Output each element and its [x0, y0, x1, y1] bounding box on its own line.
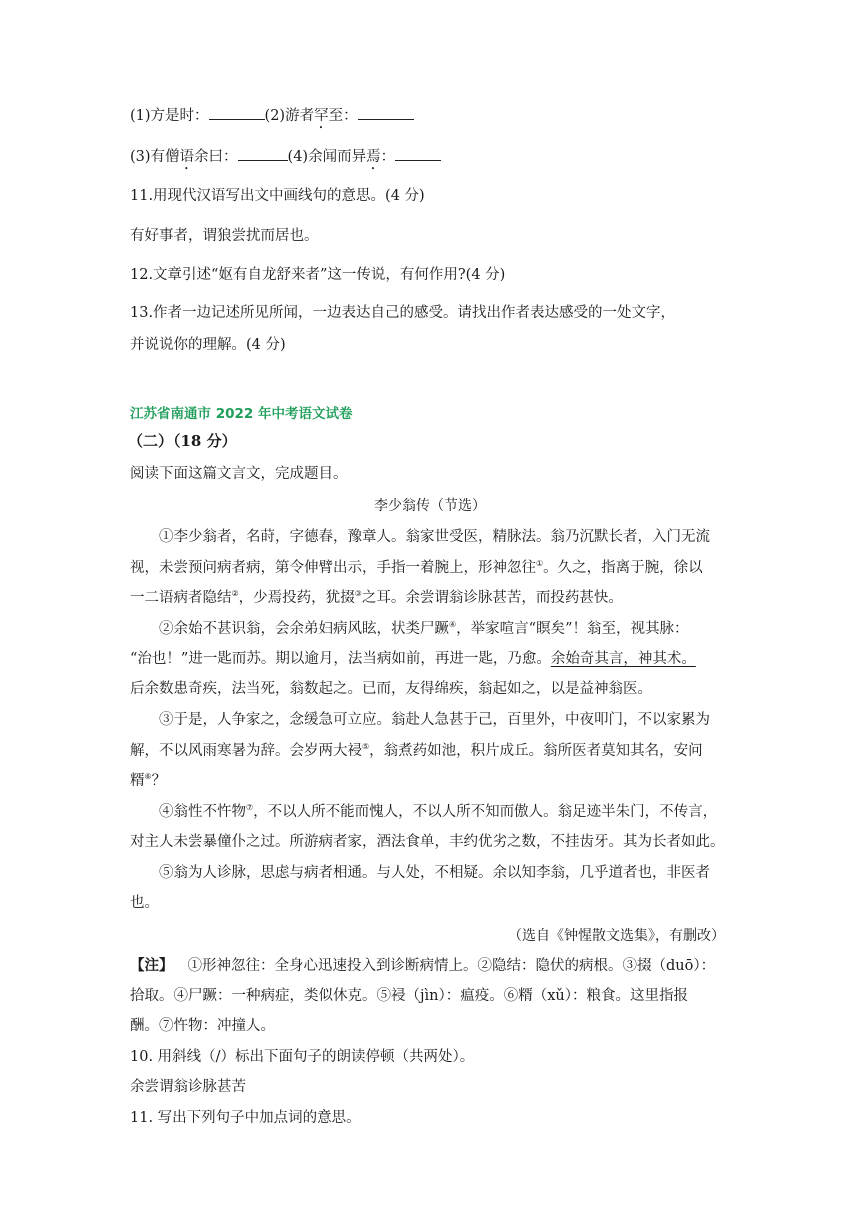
- p4-line-2: 对主人未尝暴僮仆之过。所游病者家，酒法食单，丰约优劣之数，不挂齿牙。其为长者如此。: [130, 834, 725, 850]
- p2-text: “治也！”进一匙而苏。期以逾月，法当病如前，再进一匙，乃愈。: [130, 651, 551, 667]
- p3-text: ？: [151, 773, 167, 789]
- footnote-mark: ⑦: [246, 803, 254, 812]
- p4-text: ④翁性不忤物: [159, 804, 246, 820]
- p5-line-1: ⑤翁为人诊脉，思虑与病者相通。与人处，不相疑。余以知李翁，几乎道者也，非医者: [159, 865, 710, 881]
- item-4-label: (4)余闻而异: [287, 149, 367, 165]
- question-13-line-2: 并说说你的理解。(4 分): [130, 337, 286, 353]
- dotted-word: 焉: [366, 149, 381, 165]
- item-4-end: ：: [380, 149, 396, 165]
- footnote-mark: ④: [449, 620, 457, 629]
- p1-text: 。久之，指离于腕，徐以: [543, 560, 703, 576]
- item-3-label: (3)有僧: [130, 149, 180, 165]
- p1-line-3: [130, 588, 623, 608]
- p2-text: ②余始不甚识翁，会余弟妇病风眩，状类尸蹶: [159, 621, 449, 637]
- p3-line-2: [130, 741, 703, 761]
- question-11-sentence: 有好事者，谓狼尝扰而居也。: [130, 228, 319, 244]
- p4-text: ，不以人所不能而愧人，不以人所不知而傲人。翁足迹半朱门，不传言，: [253, 804, 718, 820]
- p1-text: ，少焉投药，犹掇: [238, 590, 355, 606]
- question-13-line-1: 13.作者一边记述所见所闻，一边表达自己的感受。请找出作者表达感受的一处文字，: [130, 305, 676, 321]
- notes-line-3: 酬。⑦忤物：冲撞人。: [130, 1018, 275, 1034]
- item-1-label: (1)方是时：: [130, 108, 209, 124]
- p2-line-2: [130, 649, 696, 669]
- question-11: 11.用现代汉语写出文中画线句的意思。(4 分): [130, 188, 425, 204]
- instruction: 阅读下面这篇文言文，完成题目。: [130, 466, 348, 482]
- footnote-mark: ②: [231, 589, 239, 598]
- p1-text: 之耳。余尝谓翁诊脉甚苦，而投药甚快。: [361, 590, 623, 606]
- item-2-label: (2)游者: [264, 108, 315, 124]
- p1-text: 视，未尝预问病者病，第令伸臂出示，手指一着腕上，形神忽往: [130, 560, 536, 576]
- p4-line-1: [159, 802, 717, 822]
- notes-line-1: [130, 956, 715, 976]
- question-10-sentence: 余尝谓翁诊脉甚苦: [130, 1079, 246, 1095]
- p1-line-2: [130, 558, 703, 578]
- answer-blank-3[interactable]: [238, 146, 288, 161]
- p1-line-1: ①李少翁者，名莳，字德春，豫章人。翁家世受医，精脉法。翁乃沉默长者，入门无流: [159, 529, 710, 545]
- answer-blank-1[interactable]: [209, 105, 265, 120]
- p3-text: ，翁煮药如池，积片成丘。翁所医者莫知其名，安问: [369, 743, 703, 759]
- p2-text: ，举家喧言“瞑矣”！翁至，视其脉：: [456, 621, 689, 637]
- notes-line-2: 拾取。④尸蹶：一种病症，类似休克。⑤祲（jìn）：瘟疫。⑥糈（xǔ）：粮食。这里指报: [130, 988, 688, 1004]
- footnote-mark: ⑤: [362, 742, 370, 751]
- p2-line-1: [159, 619, 689, 639]
- p1-text: 一二语病者隐结: [130, 590, 232, 606]
- p3-line-3: [130, 771, 166, 791]
- answer-blank-2[interactable]: [358, 105, 414, 120]
- passage-title: 李少翁传（节选）: [374, 498, 486, 514]
- p3-text: 解，不以风雨寒暑为辞。会岁两大祲: [130, 743, 362, 759]
- notes-label: 【注】: [130, 957, 174, 974]
- footnote-mark: ③: [354, 589, 362, 598]
- section-title: （二）（18 分）: [128, 432, 237, 450]
- footnote-mark: ⑥: [144, 772, 152, 781]
- question-10: 10. 用斜线（/）标出下面句子的朗读停顿（共两处）。: [130, 1049, 475, 1065]
- q-items-row-1: [130, 105, 414, 132]
- question-12: 12.文章引述“妪有自龙舒来者”这一传说，有何作用?(4 分): [130, 267, 506, 283]
- question-11-part2: 11. 写出下列句子中加点词的意思。: [130, 1110, 361, 1126]
- dotted-word: 语: [179, 149, 195, 165]
- item-2-end: 至：: [328, 108, 358, 124]
- answer-blank-4[interactable]: [395, 146, 441, 161]
- p3-text: 糈: [130, 773, 145, 789]
- underlined-sentence: 余始奇其言，神其术。: [550, 651, 696, 667]
- p3-line-1: ③于是，人争家之，念缓急可立应。翁赴人急甚于己，百里外，中夜叩门，不以家累为: [159, 712, 710, 728]
- source-citation: （选自《钟惺散文选集》，有删改）: [508, 928, 725, 944]
- p5-line-2: 也。: [130, 895, 159, 911]
- dotted-word: 罕: [314, 108, 329, 124]
- item-3-end: 余曰：: [194, 149, 238, 165]
- notes-text: ①形神忽往：全身心迅速投入到诊断病情上。②隐结：隐伏的病根。③掇（duō）：: [187, 958, 716, 974]
- source-heading: 江苏省南通市 2022 年中考语文试卷: [130, 406, 353, 422]
- footnote-mark: ①: [536, 559, 544, 568]
- p2-line-3: 后余数患奇疾，法当死，翁数起之。已而，友得绵疾，翁起如之，以是益神翁医。: [130, 681, 652, 697]
- q-items-row-2: [130, 146, 441, 173]
